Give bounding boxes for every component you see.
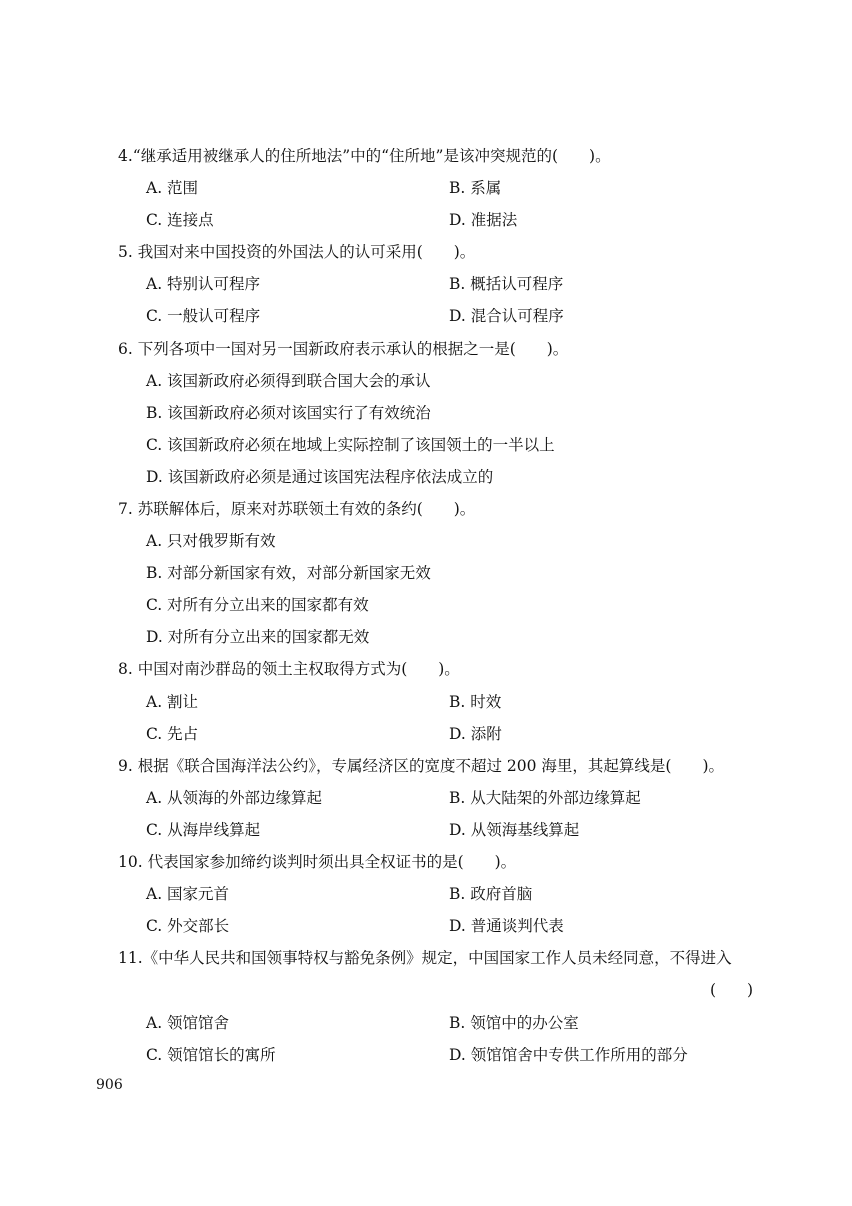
question-6-stem: 6. 下列各项中一国对另一国新政府表示承认的根据之一是( )。	[118, 340, 569, 358]
question-11-option-d: D. 领馆馆舍中专供工作所用的部分	[449, 1046, 688, 1064]
question-11-option-b: B. 领馆中的办公室	[449, 1014, 579, 1032]
question-10-stem: 10. 代表国家参加缔约谈判时须出具全权证书的是( )。	[118, 853, 517, 871]
question-7-option-b: B. 对部分新国家有效，对部分新国家无效	[146, 564, 431, 582]
question-10-option-d: D. 普通谈判代表	[449, 917, 564, 935]
question-11-option-a: A. 领馆馆舍	[146, 1014, 230, 1032]
question-9-option-c: C. 从海岸线算起	[146, 821, 261, 839]
question-8-option-a: A. 割让	[146, 693, 199, 711]
question-7-stem: 7. 苏联解体后，原来对苏联领土有效的条约( )。	[118, 500, 476, 518]
question-9-option-a: A. 从领海的外部边缘算起	[146, 789, 323, 807]
question-5-stem: 5. 我国对来中国投资的外国法人的认可采用( )。	[118, 243, 476, 261]
question-10-option-a: A. 国家元首	[146, 885, 230, 903]
question-6-option-d: D. 该国新政府必须是通过该国宪法程序依法成立的	[146, 468, 494, 486]
question-5-option-b: B. 概括认可程序	[449, 275, 564, 293]
question-7-option-c: C. 对所有分立出来的国家都有效	[146, 596, 369, 614]
question-10-option-c: C. 外交部长	[146, 917, 230, 935]
question-8-option-c: C. 先占	[146, 725, 199, 743]
question-7-option-a: A. 只对俄罗斯有效	[146, 532, 276, 550]
question-8-option-b: B. 时效	[449, 693, 502, 711]
question-6-option-a: A. 该国新政府必须得到联合国大会的承认	[146, 372, 431, 390]
question-5-option-a: A. 特别认可程序	[146, 275, 261, 293]
question-11-stem: 11.《中华人民共和国领事特权与豁免条例》规定，中国国家工作人员未经同意，不得进入	[118, 949, 732, 967]
question-4-option-a: A. 范围	[146, 179, 199, 197]
question-9-option-d: D. 从领海基线算起	[449, 821, 580, 839]
question-10-option-b: B. 政府首脑	[449, 885, 533, 903]
question-4-option-c: C. 连接点	[146, 211, 214, 229]
question-8-stem: 8. 中国对南沙群岛的领土主权取得方式为( )。	[118, 660, 460, 678]
question-9-stem: 9. 根据《联合国海洋法公约》，专属经济区的宽度不超过 200 海里，其起算线是( )。	[118, 757, 725, 775]
question-4-stem: 4.“继承适用被继承人的住所地法”中的“住所地”是该冲突规范的( )。	[118, 147, 611, 165]
question-5-option-c: C. 一般认可程序	[146, 307, 261, 325]
question-9-option-b: B. 从大陆架的外部边缘算起	[449, 789, 641, 807]
page-number: 906	[96, 1077, 123, 1093]
question-8-option-d: D. 添附	[449, 725, 502, 743]
question-5-option-d: D. 混合认可程序	[449, 307, 564, 325]
question-4-option-b: B. 系属	[449, 179, 502, 197]
question-6-option-b: B. 该国新政府必须对该国实行了有效统治	[146, 404, 431, 422]
question-11-answer-blank: ( )	[710, 981, 754, 999]
question-4-option-d: D. 准据法	[449, 211, 518, 229]
question-6-option-c: C. 该国新政府必须在地域上实际控制了该国领土的一半以上	[146, 436, 555, 454]
question-11-option-c: C. 领馆馆长的寓所	[146, 1046, 276, 1064]
question-7-option-d: D. 对所有分立出来的国家都无效	[146, 628, 370, 646]
